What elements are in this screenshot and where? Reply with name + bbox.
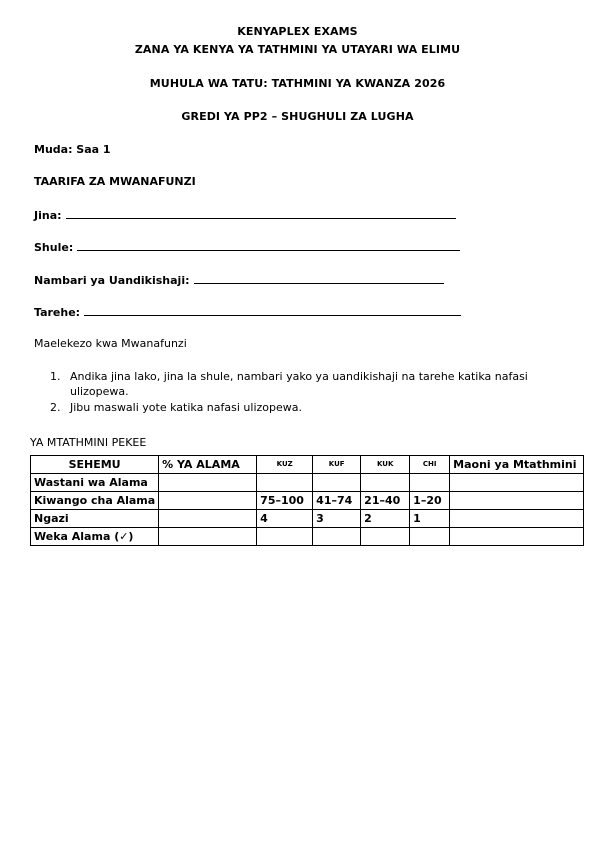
header-cell-comments: Maoni ya Mtathmini [450,456,584,474]
assessor-table [30,455,584,546]
header-cell-chi: CHI [410,456,450,474]
table-cell: 21–40 [361,492,410,510]
student-section-title-text: TAARIFA ZA MWANAFUNZI [34,175,196,188]
header-cell-kuf: KUF [313,456,361,474]
table-cell[interactable] [361,528,410,546]
school-label: Shule: [34,241,74,254]
table-cell[interactable] [450,474,584,492]
assessor-title: YA MTATHMINI PEKEE [30,436,147,449]
header-cell-section: SEHEMU [31,456,159,474]
name-label: Jina: [34,209,62,222]
row-label: Ngazi [31,510,159,528]
instruction-text: Andika jina lako, jina la shule, nambari yako ya uandikishaji na tarehe katika nafasi ulizopewa. [70,370,528,398]
table-cell[interactable] [159,474,257,492]
table-cell[interactable] [450,528,584,546]
header-cell-percent: % YA ALAMA [159,456,257,474]
table-cell[interactable] [450,492,584,510]
table-cell[interactable] [159,510,257,528]
table-row [31,528,584,546]
table-row [31,474,584,492]
instruction-item [50,369,585,399]
school-field [34,240,460,254]
header-exam-body: KENYAPLEX EXAMS [237,25,358,38]
header-cell-kuz: KUZ [257,456,313,474]
table-cell[interactable] [450,510,584,528]
row-label: Wastani wa Alama [31,474,159,492]
table-cell[interactable] [257,474,313,492]
table-cell: 41–74 [313,492,361,510]
date-input-line[interactable] [84,305,461,316]
name-input-line[interactable] [66,208,456,219]
school-input-line[interactable] [77,240,460,251]
table-cell: 1–20 [410,492,450,510]
table-cell[interactable] [410,528,450,546]
table-cell[interactable] [159,528,257,546]
table-cell: 4 [257,510,313,528]
table-header-row [31,456,584,474]
student-section-title [34,175,196,188]
table-cell[interactable] [257,528,313,546]
instruction-number: 2. [50,401,61,414]
duration-text: Muda: Saa 1 [34,143,111,156]
table-row [31,492,584,510]
header-grade-subject: GREDI YA PP2 – SHUGHULI ZA LUGHA [181,110,414,123]
registration-label: Nambari ya Uandikishaji: [34,274,190,287]
instructions-title: Maelekezo kwa Mwanafunzi [34,337,187,350]
table-cell[interactable] [313,474,361,492]
table-cell: 3 [313,510,361,528]
table-cell: 1 [410,510,450,528]
table-cell: 2 [361,510,410,528]
table-cell[interactable] [313,528,361,546]
instruction-text: Jibu maswali yote katika nafasi ulizopewa. [70,401,302,414]
table-cell[interactable] [361,474,410,492]
duration [34,143,111,156]
header-cell-kuk: KUK [361,456,410,474]
name-field [34,208,456,222]
date-field [34,305,461,319]
table-row [31,510,584,528]
header-tool-name: ZANA YA KENYA YA TATHMINI YA UTAYARI WA ELIMU [134,43,461,56]
header-term: MUHULA WA TATU: TATHMINI YA KWANZA 2026 [149,77,446,90]
instructions-list [50,369,585,416]
registration-input-line[interactable] [194,273,444,284]
table-cell[interactable] [159,492,257,510]
table-cell: 75–100 [257,492,313,510]
registration-field [34,273,444,287]
table-cell[interactable] [410,474,450,492]
row-label: Weka Alama (✓) [31,528,159,546]
row-label: Kiwango cha Alama [31,492,159,510]
instruction-number: 1. [50,370,61,383]
date-label: Tarehe: [34,306,81,319]
instruction-item [50,400,585,415]
